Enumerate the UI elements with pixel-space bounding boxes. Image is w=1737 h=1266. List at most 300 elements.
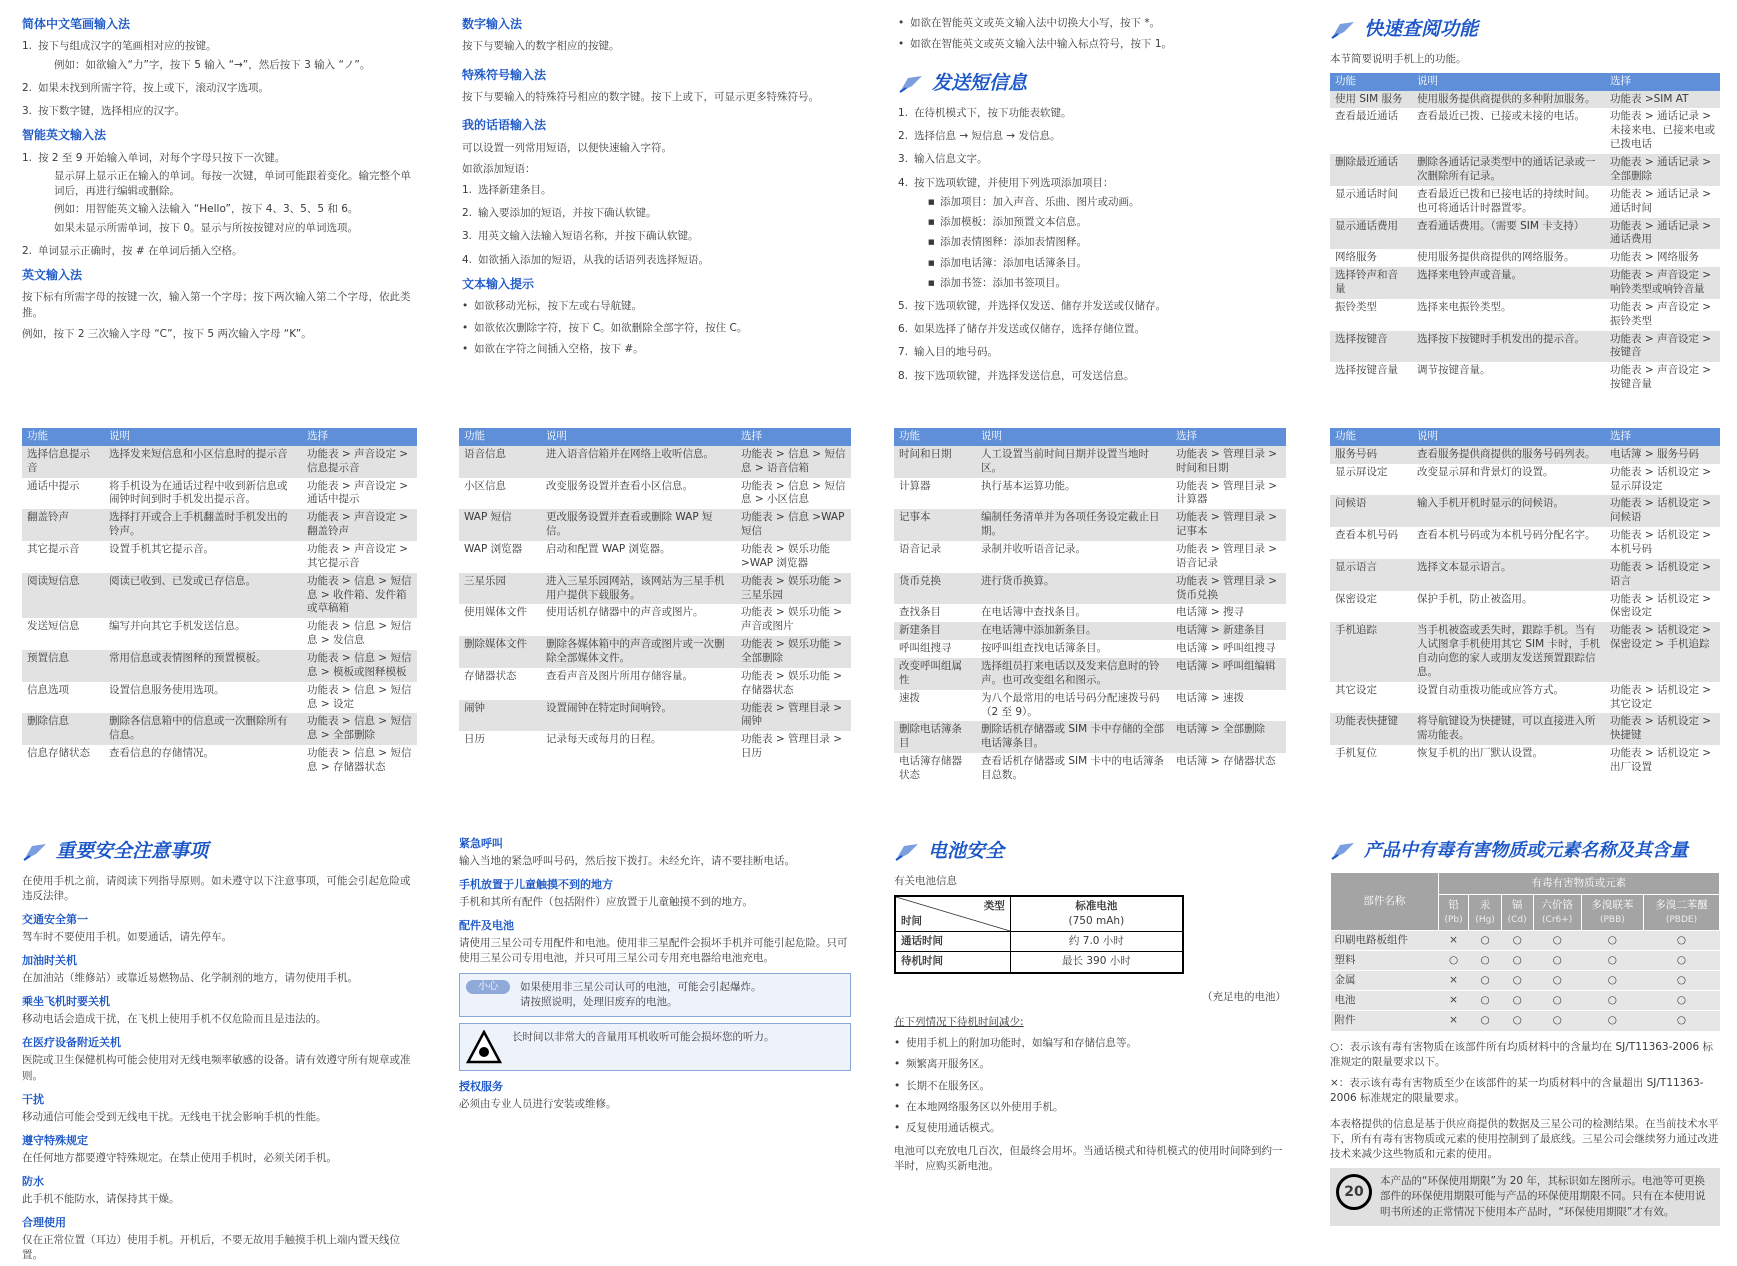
table-cell: 功能表 > 声音设定 > 振铃类型 [1610,300,1712,327]
stroke-step: 按下数字键，选择相应的汉字。 [38,105,185,118]
table-cell: 电话簿 > 全部删除 [1171,721,1286,753]
list-item: 4. 如欲插入添加的短语，从我的话语列表选择短语。 [462,253,709,266]
table-row [1330,559,1720,591]
table-row [459,541,851,573]
table-header: 镉 (Cd) [1501,895,1533,930]
table-header: 功能 [22,428,104,446]
table-cell: ○ [1501,950,1533,970]
list-item: • 频繁离开服务区。 [894,1057,1286,1072]
table-row [1331,950,1720,970]
table-cell: 货币兑换 [894,573,976,605]
table-cell: 功能表 > 信息 > 短信息 > 发信息 [307,620,412,647]
list-item: ■ 添加模板：添加预置文本信息。 [928,215,1293,230]
table-cell: 通话中提示 [27,479,80,492]
table-cell: 查看最近已拨、已接或未接的电话。 [1417,110,1585,123]
numeric-text: 按下与要输入的数字相应的按键。 [462,40,620,53]
table-cell: 功能表 >SIM AT [1605,91,1720,109]
table-row [1330,186,1720,218]
table-cell: ○ [1581,950,1643,970]
safety-text: 仅在正常位置（耳边）使用手机。开机后，不要无故用手触摸手机上端内置天线位置。 [22,1234,400,1262]
table-row [22,478,417,510]
table-cell: 小区信息 [464,479,506,492]
table-cell: 功能表 > 话机设定 > 本机号码 [1610,529,1712,556]
table-cell: 显示语言 [1330,559,1412,591]
table-cell: ○ [1533,930,1581,950]
step-text: 输入目的地号码。 [914,346,998,359]
table-row [459,573,851,605]
table-row [1330,527,1720,559]
table-cell: 塑料 [1331,950,1439,970]
table-cell: 电话簿 > 服务号码 [1605,446,1720,464]
table-cell: 将手机设为在通话过程中收到新信息或闹钟时间到时手机发出提示音。 [109,479,288,506]
table-cell: 时间和日期 [894,446,976,478]
table-cell: 三星乐园 [459,573,541,605]
table-cell: 选择打开或合上手机翻盖时手机发出的铃声。 [104,509,302,541]
table-row [1330,218,1720,250]
panel-table-3 [459,428,851,763]
list-item: 8. 按下选项软键，并选择发送信息，可发送信息。 [898,369,1135,382]
list-item: ■ 添加电话簿：添加电话簿条目。 [928,256,1293,271]
table-cell: 查看信息的存储情况。 [109,747,214,760]
table-cell: 附件 [1331,1011,1439,1031]
caution-text: 如果使用非三星公司认可的电池，可能会引起爆炸。 [520,980,762,993]
pen-icon [22,842,48,862]
table-cell: 阅读短信息 [22,573,104,619]
table-cell: 功能表 > 通话记录 > 通话时间 [1610,187,1712,214]
table-cell: 改变呼叫组属性 [894,658,976,690]
table-cell: 功能表 > 声音设定 > 其它提示音 [307,543,409,569]
phrase-text: 如欲添加短语： [462,162,536,175]
table-cell: 功能表 > 网络服务 [1610,251,1699,264]
table-header: 选择 [1605,428,1720,446]
table-header: 六价铬 (Cr6+) [1533,895,1581,930]
table-cell: 功能表 > 管理目录 > 计算器 [1176,479,1278,506]
table-cell: 查看话机存储器或 SIM 卡中的电话簿条目总数。 [981,755,1164,782]
table-row [1330,591,1720,623]
list-item: • 如欲在字符之间插入空格，按下 #。 [462,342,857,357]
step-text: 如欲插入添加的短语，从我的话语列表选择短语。 [478,253,709,266]
table-cell: ○ [1438,950,1469,970]
step-text: 用英文输入法输入短语名称，并按下确认软键。 [478,230,699,243]
table-cell: 使用服务提供商提供的网络服务。 [1417,251,1575,264]
table-cell: 设置自动重拨功能或应答方式。 [1417,683,1564,696]
stroke-title: 简体中文笔画输入法 [22,17,131,31]
panel-table-4 [894,428,1286,785]
safety-heading: 防水 [22,1175,44,1189]
table-cell: 在电话簿中查找条目。 [981,606,1086,619]
table-cell: 删除各信息箱中的信息或一次删除所有信息。 [104,713,302,745]
table-cell: 常用信息或表情图释的预置模板。 [104,650,302,682]
table-cell: 查看最近通话 [1335,110,1398,123]
table-cell: 设置手机其它提示音。 [109,543,214,556]
table-cell: 功能表 > 娱乐功能 > 三星乐园 [736,573,851,605]
volume-warning [459,1023,851,1071]
panel-input-methods: 简体中文笔画输入法 1. 按下与组成汉字的笔画相对应的按键。 例如：如欲输入“力”字，按下 5 输入 “→”，然后按下 3 输入 “ノ”。 2. 如果未找到所需字符，按上或下，滚动汉字选项。 3. 按下数字键，选择相应的汉字。 智能英文输入法 1. 按 2 至 9 开始输入单词，对每个字母只按下一次键。 显示屏上显示正在输入的单词。每按一次键，单词可能跟着变化。输完整个单词后，再进行编辑或删除。 例如：用智能英文输入法输入 “Hello”，按下 4、3、5、5 和 6。 如果未显示所需单词，按下 0。显示与所按按键对应的单词选项。 2. 单词显示正确时，按 # 在单词后插入空格。 英文输入法 按下标有所需字母的按键一次，输入第一个字母；按下两次输入第二个字母，依此类推。 例如，按下 2 三次输入字母 “C”，按下 5 两次输入字母 “K”。 [22,16,417,348]
table-cell: 手机复位 [1335,747,1377,760]
table-cell: 电话簿 > 存储器状态 [1176,755,1276,768]
table-cell: 选择文本显示语言。 [1412,559,1605,591]
table-cell: 功能表 > 管理目录 > 日历 [741,733,843,760]
list-item: 3. 输入信息文字。 [898,153,988,166]
sms-title: 发送短信息 [898,70,1293,98]
table-row [1330,745,1720,777]
table-row [894,690,1286,722]
table-cell: WAP 短信 [459,509,541,541]
table-cell: 调节按键音量。 [1417,364,1491,377]
table-header: 选择 [302,428,417,446]
table-cell: 功能表 > 话机设定 > 问候语 [1605,495,1720,527]
table-row [1330,267,1720,299]
safety-heading: 在医疗设备附近关机 [22,1036,121,1050]
table-row [459,700,851,732]
table-row [459,731,851,763]
feature-table-4 [894,428,1286,785]
table-header: 说明 [1412,73,1605,91]
panel-toxic [1330,838,1720,1226]
phrase-title: 我的话语输入法 [462,118,547,133]
table-row [894,478,1286,510]
list-item: ■ 添加表情图释：添加表情图释。 [928,235,1293,250]
safety-text: 输入当地的紧急呼叫号码，然后按下拨打。未经允许，请不要挂断电话。 [459,854,795,867]
table-cell: 发送短信息 [27,620,80,633]
table-cell: 功能表 > 管理目录 > 时间和日期 [1171,446,1286,478]
table-row [894,446,1286,478]
feature-table-3 [459,428,851,763]
table-cell: 功能表 > 信息 > 短信息 > 小区信息 [741,479,846,506]
stroke-example: 例如：如欲输入“力”字，按下 5 输入 “→”，然后按下 3 输入 “ノ”。 [54,58,371,71]
table-cell: 速拨 [899,691,920,704]
phrase-text: 可以设置一列常用短语，以便快速输入字符。 [462,141,672,154]
pen-icon [894,842,920,862]
table-row [894,658,1286,690]
table-row [22,650,417,682]
table-cell: 选择按下按键时手机发出的提示音。 [1412,331,1605,363]
table-cell: 功能表 > 话机设定 > 快捷键 [1605,713,1720,745]
table-cell: 功能表 > 声音设定 > 响铃类型或响铃音量 [1605,267,1720,299]
table-cell: 信息存储状态 [27,747,90,760]
table-cell: 服务号码 [1330,446,1412,464]
table-cell: 按呼叫组查找电话簿条目。 [981,642,1107,655]
panel-input-more [462,16,857,365]
table-cell: WAP 浏览器 [464,543,523,556]
table-row [894,721,1286,753]
table-cell: 功能表 > 管理目录 > 记事本 [1171,509,1286,541]
step-text: 选择信息 → 短信息 → 发信息。 [914,130,1061,143]
safety-intro: 在使用手机之前，请阅读下列指导原则。如未遵守以下注意事项，可能会引起危险或违反法律。 [22,874,411,902]
safety-heading: 遵守特殊规定 [22,1133,88,1147]
table-cell: × [1438,991,1469,1011]
step-text: 按下选项软键，并使用下列选项添加项目： [914,176,1114,189]
table-cell: ○ [1533,950,1581,970]
table-row [1330,446,1720,464]
table-cell: 信息选项 [27,683,69,696]
toxic-legend-o: ○：表示该有毒有害物质在该部件所有均质材料中的含量均在 SJ/T11363-2006 标准规定的限量要求以下。 [1330,1040,1713,1068]
service-text: 必须由专业人员进行安装或维修。 [459,1098,617,1111]
battery-reduce: 在下列情况下待机时间减少: [894,1015,1024,1028]
safety-text: 移动通信可能会受到无线电干扰。无线电干扰会影响手机的性能。 [22,1110,327,1123]
table-cell: 使用媒体文件 [464,606,527,619]
table-cell: 功能表 > 娱乐功能 > 全部删除 [736,636,851,668]
table-cell: 使用服务提供商提供的多种附加服务。 [1412,91,1605,109]
table-row [1330,154,1720,186]
symbol-text: 按下与要输入的特殊符号相应的数字键。按下上或下，可显示更多特殊符号。 [462,91,819,103]
table-cell: 查看最近已拨和已接电话的持续时间。也可将通话计时器置零。 [1417,187,1596,214]
table-cell: 呼叫组搜寻 [899,642,952,655]
table-row [459,604,851,636]
table-header: 多溴联苯 (PBB) [1581,895,1643,930]
table-cell: 记录每天或每月的日程。 [546,733,662,746]
table-header: 功能 [1330,428,1412,446]
table-cell: 功能表 > 管理目录 > 闹钟 [736,700,851,732]
table-row [1330,682,1720,714]
table-row [1330,495,1720,527]
table-cell: ○ [1533,1011,1581,1031]
table-row [1330,362,1720,394]
table-row [22,682,417,714]
table-cell: 功能表 > 管理目录 > 货币兑换 [1171,573,1286,605]
table-cell: ○ [1469,1011,1501,1031]
table-cell: 功能表 > 声音设定 > 翻盖铃声 [302,509,417,541]
table-cell: × [1438,930,1469,950]
table-cell: 翻盖铃声 [22,509,104,541]
table-cell: 功能表 > 信息 > 短信息 > 语音信箱 [736,446,851,478]
service-title: 授权服务 [459,1080,503,1094]
table-cell: 记事本 [894,509,976,541]
eco-badge [1330,1168,1720,1226]
table-cell: ○ [1581,1011,1643,1031]
stroke-step: 如果未找到所需字符，按上或下，滚动汉字选项。 [38,81,269,94]
list-item: 6. 如果选择了储存并发送或仅储存，选择存储位置。 [898,323,1145,336]
safety-text: 移动电话会造成干扰，在飞机上使用手机不仅危险而且是违法的。 [22,1013,327,1026]
table-cell: 功能表 > 信息 > 短信息 > 收件箱、发件箱或草稿箱 [302,573,417,619]
list-item: 2. 选择信息 → 短信息 → 发信息。 [898,130,1061,143]
table-cell: 删除信息 [22,713,104,745]
table-cell: 功能表 > 话机设定 > 显示屏设定 [1610,465,1712,492]
symbol-title: 特殊符号输入法 [462,67,547,82]
table-cell: ○ [1581,971,1643,991]
option-list [914,195,1293,291]
table-cell: 输入手机开机时显示的问候语。 [1412,495,1605,527]
safety-text: 在任何地方都要遵守特殊规定。在禁止使用手机时，必须关闭手机。 [22,1151,337,1164]
table-cell: ○ [1469,950,1501,970]
table-cell: 在电话簿中添加新条目。 [976,622,1171,640]
table-cell: 日历 [464,733,485,746]
step-text: 输入信息文字。 [914,153,988,166]
tips-title: 文本输入提示 [462,276,535,291]
table-row [1330,622,1720,681]
volume-warning-text: 长时间以非常大的音量用耳机收听可能会损坏您的听力。 [512,1031,775,1044]
table-cell: 功能表 > 话机设定 > 其它设定 [1610,683,1712,710]
table-cell: 设置信息服务使用选项。 [109,683,225,696]
table-cell: 保护手机，防止被盗用。 [1417,592,1533,605]
table-cell: 进行货币换算。 [976,573,1171,605]
table-cell: 删除各通话记录类型中的通话记录或一次删除所有记录。 [1412,154,1605,186]
table-cell: 存储器状态 [464,669,517,682]
table-cell: 录制并收听语音记录。 [981,543,1086,556]
step-text: 在待机模式下，按下功能表软键。 [914,106,1072,119]
toxic-legend-x: ×：表示该有毒有害物质至少在该部件的某一均质材料中的含量超出 SJ/T11363-2006 标准规定的限量要求。 [1330,1077,1704,1105]
safety-list-2 [459,836,851,967]
safety-text: 此手机不能防水，请保持其干燥。 [22,1193,180,1206]
table-cell: 查找条目 [899,606,941,619]
table-header: 选择 [736,428,851,446]
table-cell: 进入三星乐园网站，该网站为三星手机用户提供下载服务。 [541,573,736,605]
table-cell: 当手机被盗或丢失时，跟踪手机。当有人试图拿手机使用其它 SIM 卡时，手机自动向您的家人或朋友发送预置跟踪信息。 [1412,622,1605,681]
table-cell: 功能表 > 话机设定 > 语言 [1605,559,1720,591]
table-cell: 计算器 [899,479,931,492]
toxic-title: 产品中有毒有害物质或元素名称及其含量 [1330,838,1720,864]
table-cell: 查看本机号码 [1335,529,1398,542]
toxic-table [1330,872,1720,1032]
table-cell: ○ [1501,991,1533,1011]
table-cell: 查看服务提供商提供的服务号码列表。 [1412,446,1605,464]
english-example: 例如，按下 2 三次输入字母 “C”，按下 5 两次输入字母 “K”。 [22,327,312,340]
table-cell: 选择来电振铃类型。 [1417,300,1512,313]
pen-icon [1330,841,1356,861]
table-cell: 删除话机存储器或 SIM 卡中存储的全部电话簿条目。 [976,721,1171,753]
step-text: 选择新建条目。 [478,184,552,197]
table-cell: 新建条目 [894,622,976,640]
table-cell: ○ [1533,991,1581,1011]
table-row [22,541,417,573]
list-item: ■ 添加书签：添加书签项目。 [928,276,1293,291]
table-row [894,753,1286,785]
smart-note: 显示屏上显示正在输入的单词。每按一次键，单词可能跟着变化。输完整个单词后，再进行编辑或删除。 [54,169,411,198]
table-cell: 预置信息 [22,650,104,682]
table-cell: 手机追踪 [1330,622,1412,681]
table-row [1330,299,1720,331]
panel-battery [894,838,1286,1181]
caution-text: 请按照说明，处理旧废弃的电池。 [520,995,678,1008]
list-item: 3. 用英文输入法输入短语名称，并按下确认软键。 [462,230,699,243]
table-cell: 语音信息 [459,446,541,478]
table-cell: ○ [1469,971,1501,991]
table-cell: ○ [1469,930,1501,950]
smart-step: 按 2 至 9 开始输入单词，对每个字母只按下一次键。 [38,151,286,164]
table-cell: 阅读已收到、已发或已存信息。 [104,573,302,619]
table-cell: 语音记录 [899,543,941,556]
panel-safety-2 [459,836,851,1114]
tips-list [462,299,857,357]
safety-heading: 合理使用 [22,1216,66,1230]
table-header: 说明 [541,428,736,446]
list-item: 1. 在待机模式下，按下功能表软键。 [898,106,1072,119]
table-row [1330,464,1720,496]
english-title: 英文输入法 [22,267,83,282]
pen-icon [1330,20,1356,40]
table-cell: 功能表 > 声音设定 > 通话中提示 [307,479,409,506]
table-cell: 删除各媒体箱中的声音或图片或一次删除全部媒体文件。 [541,636,736,668]
table-cell: 进入语音信箱并在网络上收听信息。 [541,446,736,478]
table-cell: 选择按键音量 [1335,364,1398,377]
english-text: 按下标有所需字母的按键一次，输入第一个字母；按下两次输入第二个字母，依此类推。 [22,291,411,319]
table-row [1330,108,1720,154]
table-header: 部件名称 [1331,873,1439,930]
table-cell: 恢复手机的出厂默认设置。 [1417,747,1543,760]
table-cell: 选择信息提示音 [22,446,104,478]
eco-20-icon: 20 [1336,1174,1372,1210]
list-item: 4. 按下选项软键，并使用下列选项添加项目： ■ 添加项目：加入声音、乐曲、图片或动画。 ■ 添加模板：添加预置文本信息。 ■ 添加表情图释：添加表情图释。 ■ 添加电话簿：添加电话簿条目。 ■ 添加书签：添加书签项目。 [898,176,1293,291]
table-header: 功能 [894,428,976,446]
table-row [22,509,417,541]
table-header: 多溴二苯醚 (PBDE) [1643,895,1719,930]
table-row [459,509,851,541]
feature-table-2 [22,428,417,777]
table-cell: 功能表 > 话机设定 > 出厂设置 [1610,747,1712,774]
table-header: 铅 (Pb) [1438,895,1469,930]
table-header: 选择 [1605,73,1720,91]
step-text: 按下选项软键，并选择仅发送、储存并发送或仅储存。 [914,299,1166,312]
table-row [22,446,417,478]
table-cell: 功能表 > 话机设定 > 保密设定 > 手机追踪 [1605,622,1720,681]
table-cell: 电话簿 > 速拨 [1176,691,1244,704]
table-cell: 功能表 > 信息 > 短信息 > 模板或图释模板 [302,650,417,682]
panel-table-2 [22,428,417,777]
panel-table-5 [1330,428,1720,777]
table-cell: ○ [1501,1011,1533,1031]
table-cell: 执行基本运算功能。 [981,479,1076,492]
table-row [22,618,417,650]
table-cell: 删除最近通话 [1330,154,1412,186]
table-cell: 功能表 > 信息 >WAP 短信 [736,509,851,541]
table-cell: 更改服务设置并查看或删除 WAP 短信。 [541,509,736,541]
feature-table-5 [1330,428,1720,777]
list-item: ■ 添加项目：加入声音、乐曲、图片或动画。 [928,195,1293,210]
table-cell: 改变显示屏和背景灯的设置。 [1417,465,1554,478]
table-cell: 功能表 > 娱乐功能 > 声音或图片 [741,606,843,633]
table-cell: ○ [1643,950,1719,970]
table-row [459,478,851,510]
table-row [1330,249,1720,267]
battery-table: 类型 时间 标准电池 (750 mAh) 通话时间 约 7.0 小时 待机时间 最长 390 小时 [894,895,1184,974]
table-row [22,573,417,619]
table-cell: 查看本机号码或为本机号码分配名字。 [1417,529,1596,542]
table-row [1331,971,1720,991]
step-text: 如果选择了储存并发送或仅储存，选择存储位置。 [914,323,1145,336]
table-cell: 为八个最常用的电话号码分配速拨号码（2 至 9）。 [981,691,1160,718]
smart-step: 单词显示正确时，按 # 在单词后插入空格。 [38,244,243,257]
panel-sms [898,16,1293,392]
table-cell: 网络服务 [1335,251,1377,264]
table-cell: 功能表 > 信息 > 短信息 > 存储器状态 [307,747,412,774]
tips-list-2 [898,16,1293,52]
caution-tag: 小心 [466,980,510,994]
table-row [894,640,1286,658]
table-cell: ○ [1501,930,1533,950]
table-cell: ○ [1643,1011,1719,1031]
table-cell: 编写并向其它手机发送信息。 [109,620,246,633]
caution-box [459,973,851,1017]
safety-heading: 加油时关机 [22,954,77,968]
list-item: 5. 按下选项软键，并选择仅发送、储存并发送或仅储存。 [898,299,1166,312]
list-item: • 如欲在智能英文或英文输入法中切换大小写，按下 *。 [898,16,1293,31]
quick-title: 快速查阅功能 [1330,16,1720,44]
table-cell: 电话簿存储器状态 [899,755,962,782]
hearing-warning-icon [466,1030,502,1064]
table-cell: ○ [1469,991,1501,1011]
table-cell: 设置闹钟在特定时间响铃。 [541,700,736,732]
table-row [1330,91,1720,109]
table-cell: 选择来电铃声或音量。 [1412,267,1605,299]
table-cell: ○ [1581,991,1643,1011]
safety-heading: 配件及电池 [459,919,514,933]
table-header: 说明 [104,428,302,446]
table-cell: 功能表 > 信息 > 短信息 > 设定 [307,683,412,710]
table-cell: ○ [1643,991,1719,1011]
safety-text: 驾车时不要使用手机。如要通话，请先停车。 [22,930,232,943]
numeric-title: 数字输入法 [462,17,523,31]
list-item: 2. 输入要添加的短语，并按下确认软键。 [462,207,657,220]
